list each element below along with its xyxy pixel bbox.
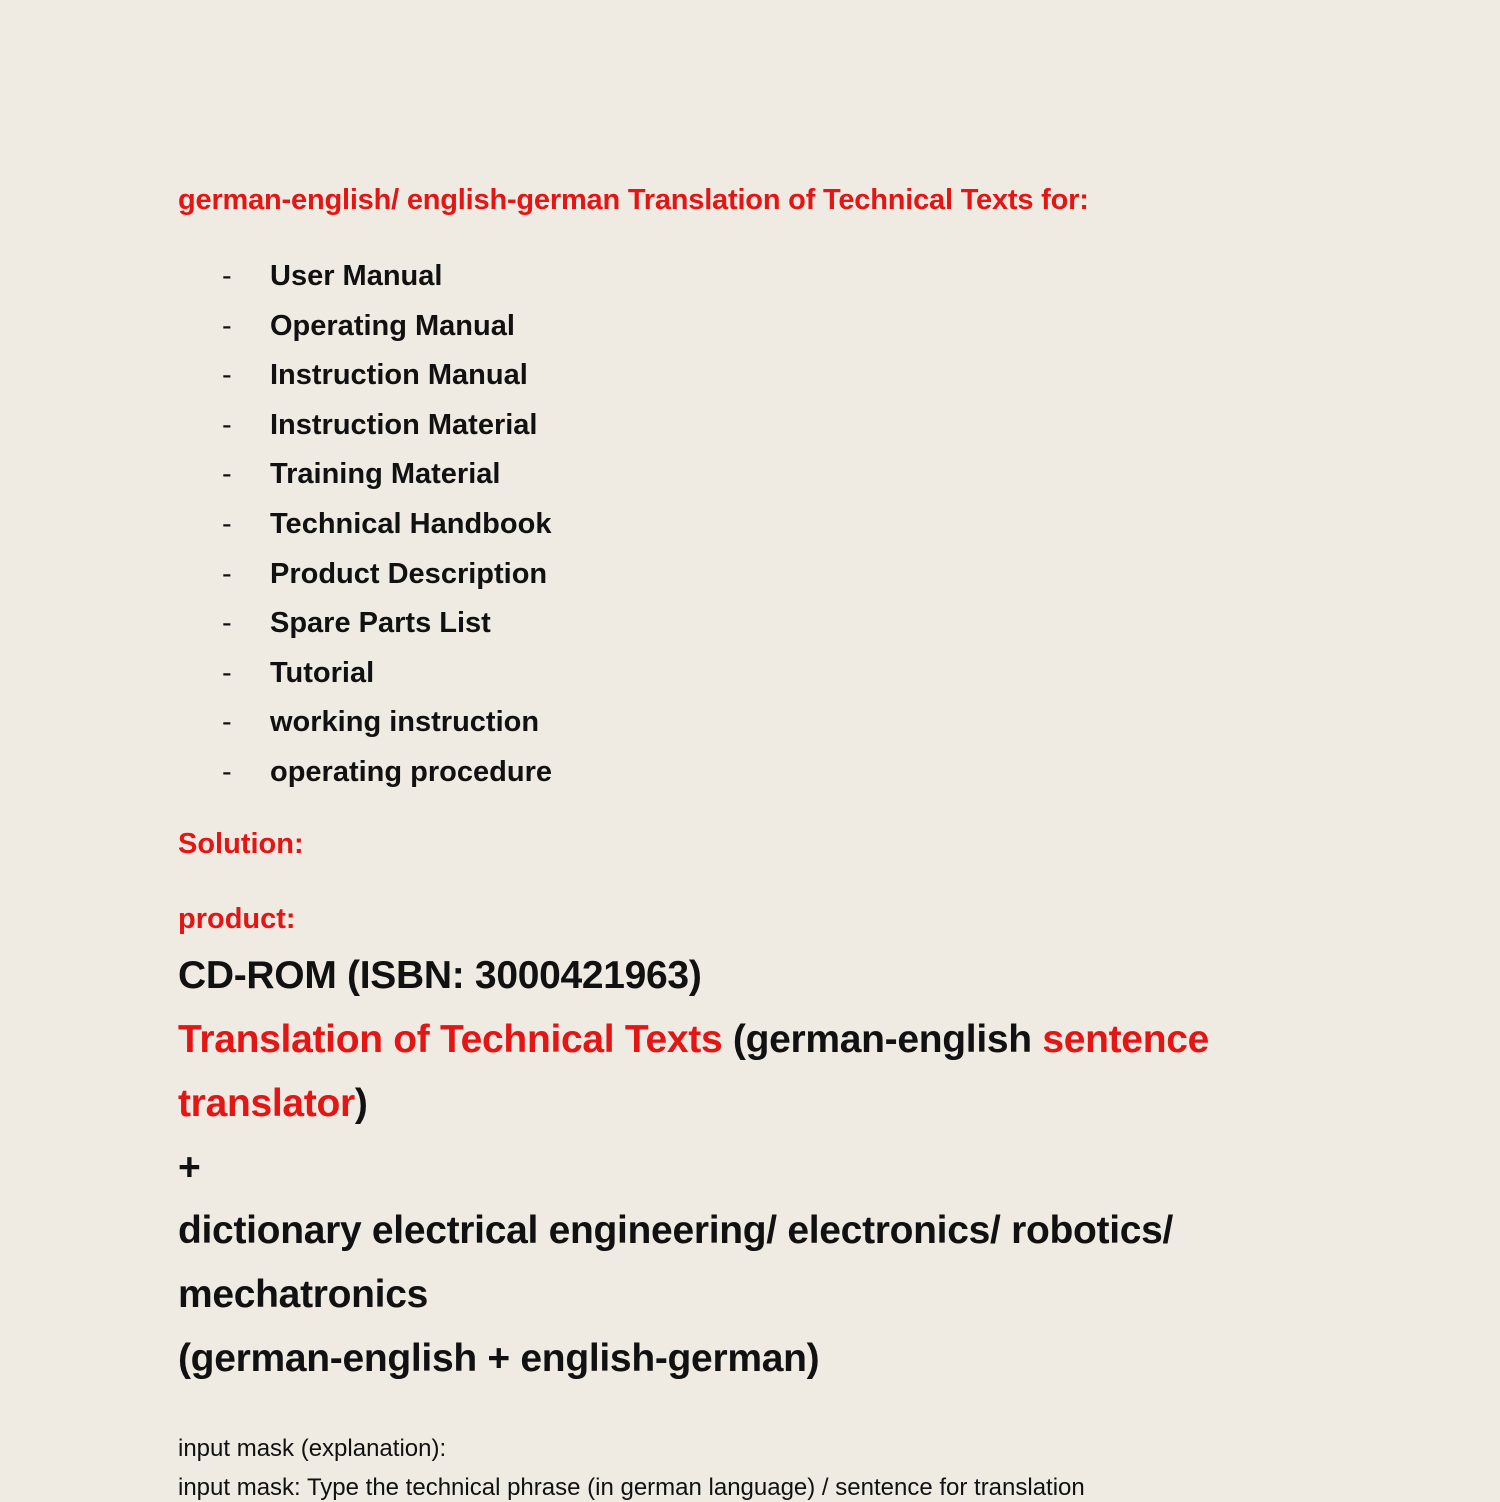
plus-sign: + [178, 1146, 201, 1189]
list-item [222, 702, 552, 752]
list-item [222, 504, 552, 554]
list-dash: - [222, 408, 232, 441]
input-mask-explanation: input mask (explanation): [178, 1435, 447, 1462]
list-item-label: Spare Parts List [270, 607, 491, 640]
list-dash: - [222, 309, 232, 342]
list-item-label: Training Material [270, 458, 501, 491]
list-dash: - [222, 458, 232, 491]
document-page [178, 0, 1328, 1500]
list-dash: - [222, 507, 232, 540]
list-dash: - [222, 755, 232, 788]
list-dash: - [222, 260, 232, 292]
translation-product-line [178, 1008, 1328, 1136]
translation-title: Translation of Technical Texts [178, 1018, 723, 1061]
solution-label: Solution: [178, 828, 304, 860]
dictionary-title: dictionary electrical engineering/ electronics/ robotics/ mechatronics [178, 1209, 1174, 1316]
translation-direction: (german-english [722, 1018, 1043, 1061]
list-dash: - [222, 656, 232, 689]
list-item-label: User Manual [270, 260, 443, 292]
page-heading: german-english/ english-german Translation of Technical Texts for: [178, 184, 1089, 216]
list-item [222, 306, 552, 356]
list-item [222, 256, 552, 306]
list-item [222, 554, 552, 604]
list-item-label: Tutorial [270, 656, 375, 689]
list-dash: - [222, 557, 232, 590]
list-item-label: Technical Handbook [270, 507, 552, 540]
list-item-label: Instruction Material [270, 408, 538, 441]
list-item-label: Product Description [270, 557, 548, 590]
document-type-list [222, 256, 552, 802]
cdrom-isbn: CD-ROM (ISBN: 3000421963) [178, 954, 702, 997]
list-dash: - [222, 706, 232, 739]
list-item [222, 454, 552, 504]
translation-close-paren: ) [354, 1082, 368, 1125]
list-item [222, 355, 552, 405]
list-dash: - [222, 607, 232, 640]
language-pair: (german-english + english-german) [178, 1337, 820, 1380]
input-mask-text: input mask: Type the technical phrase (in german language) / sentence for translation [178, 1474, 1085, 1501]
list-item [222, 653, 552, 703]
list-item-label: Operating Manual [270, 309, 515, 342]
sentence-translator: sentence translator [178, 1018, 1209, 1125]
list-dash: - [222, 359, 232, 392]
list-item-label: operating procedure [270, 755, 552, 788]
list-item [222, 405, 552, 455]
list-item-label: working instruction [270, 706, 540, 739]
product-label: product: [178, 903, 296, 935]
list-item [222, 752, 552, 802]
list-item-label: Instruction Manual [270, 359, 528, 392]
list-item [222, 603, 552, 653]
